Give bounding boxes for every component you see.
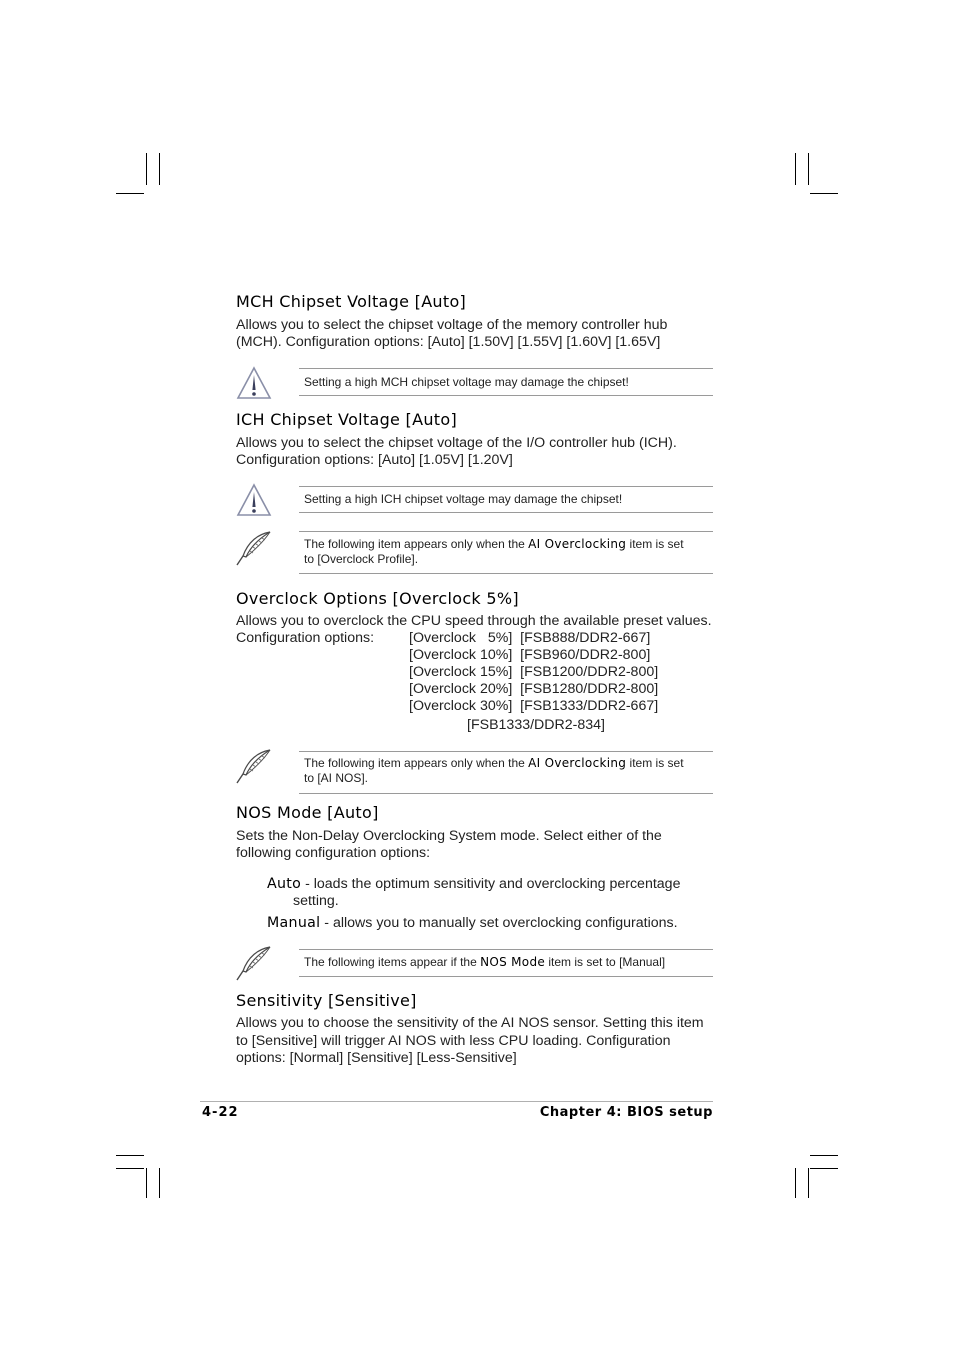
sensitivity-body-line-1: Allows you to choose the sensitivity of the AI NOS sensor. Setting this item <box>236 1015 704 1031</box>
nos-manual-option <box>267 915 678 932</box>
overclock-note <box>304 756 714 786</box>
divider <box>299 573 713 574</box>
note-text: The following item appears only when the <box>304 537 529 551</box>
note-text: item is set <box>626 537 684 551</box>
mch-warning-text: Setting a high MCH chipset voltage may damage the chipset! <box>304 375 629 389</box>
divider <box>299 486 713 487</box>
note-text: The following items appear if the <box>304 955 481 969</box>
warning-triangle-icon <box>236 366 272 400</box>
sensitivity-body-line-2: to [Sensitive] will trigger AI NOS with less CPU loading. Configuration <box>236 1033 671 1049</box>
option-row: [Overclock 5%] [FSB888/DDR2-667] <box>409 630 651 646</box>
divider <box>299 751 713 752</box>
quill-pen-icon <box>234 747 274 785</box>
nos-note <box>304 955 714 970</box>
note-keyword: NOS Mode <box>480 955 546 969</box>
divider <box>299 368 713 369</box>
overclock-body-line-1: Allows you to overclock the CPU speed through the available preset values. <box>236 613 712 629</box>
option-row-continuation: [FSB1333/DDR2-834] <box>467 717 606 733</box>
note-text: item is set to [Manual] <box>545 955 666 969</box>
divider <box>299 531 713 532</box>
ich-body-line-2: Configuration options: [Auto] [1.05V] [1.20V] <box>236 452 513 468</box>
note-text: item is set <box>626 756 684 770</box>
note-text-line-2: to [Overclock Profile]. <box>304 552 419 566</box>
mch-body-line-2: (MCH). Configuration options: [Auto] [1.50V] [1.55V] [1.60V] [1.65V] <box>236 334 661 350</box>
option-row: [Overclock 20%] [FSB1280/DDR2-800] <box>409 681 659 697</box>
ich-heading: ICH Chipset Voltage [Auto] <box>236 410 457 429</box>
quill-pen-icon <box>234 944 274 982</box>
option-row: [Overclock 30%] [FSB1333/DDR2-667] <box>409 698 659 714</box>
divider <box>299 949 713 950</box>
chapter-title: Chapter 4: BIOS setup <box>539 1105 713 1120</box>
option-keyword: Manual <box>267 915 321 931</box>
quill-pen-icon <box>234 529 274 567</box>
page-number: 4-22 <box>202 1105 239 1120</box>
overclock-options-list <box>409 630 709 720</box>
ich-body-line-1: Allows you to select the chipset voltage of the I/O controller hub (ICH). <box>236 435 677 451</box>
option-description: - loads the optimum sensitivity and overclocking percentage <box>301 876 681 892</box>
divider <box>299 793 713 794</box>
warning-triangle-icon <box>236 483 272 517</box>
note-keyword: AI Overclocking <box>528 537 627 551</box>
overclock-options-label: Configuration options: <box>236 630 375 646</box>
sensitivity-body-line-3: options: [Normal] [Sensitive] [Less-Sensitive] <box>236 1050 517 1066</box>
ich-warning-text: Setting a high ICH chipset voltage may damage the chipset! <box>304 492 623 506</box>
mch-body-line-1: Allows you to select the chipset voltage of the memory controller hub <box>236 317 668 333</box>
note-text: The following item appears only when the <box>304 756 529 770</box>
nos-heading: NOS Mode [Auto] <box>236 803 379 822</box>
divider <box>299 395 713 396</box>
nos-auto-option-line-2: setting. <box>293 893 339 909</box>
ich-note <box>304 537 714 567</box>
nos-auto-option <box>267 876 680 893</box>
footer-rule <box>200 1101 713 1102</box>
option-row: [Overclock 10%] [FSB960/DDR2-800] <box>409 647 651 663</box>
nos-body-line-1: Sets the Non-Delay Overclocking System mode. Select either of the <box>236 828 662 844</box>
mch-heading: MCH Chipset Voltage [Auto] <box>236 292 467 311</box>
note-text-line-2: to [AI NOS]. <box>304 771 369 785</box>
sensitivity-heading: Sensitivity [Sensitive] <box>236 991 417 1010</box>
nos-body-line-2: following configuration options: <box>236 845 431 861</box>
option-keyword: Auto <box>267 876 302 892</box>
note-keyword: AI Overclocking <box>528 756 627 770</box>
option-description: - allows you to manually set overclocking configurations. <box>320 915 678 931</box>
divider <box>299 512 713 513</box>
divider <box>299 976 713 977</box>
overclock-heading: Overclock Options [Overclock 5%] <box>236 589 519 608</box>
option-row: [Overclock 15%] [FSB1200/DDR2-800] <box>409 664 659 680</box>
